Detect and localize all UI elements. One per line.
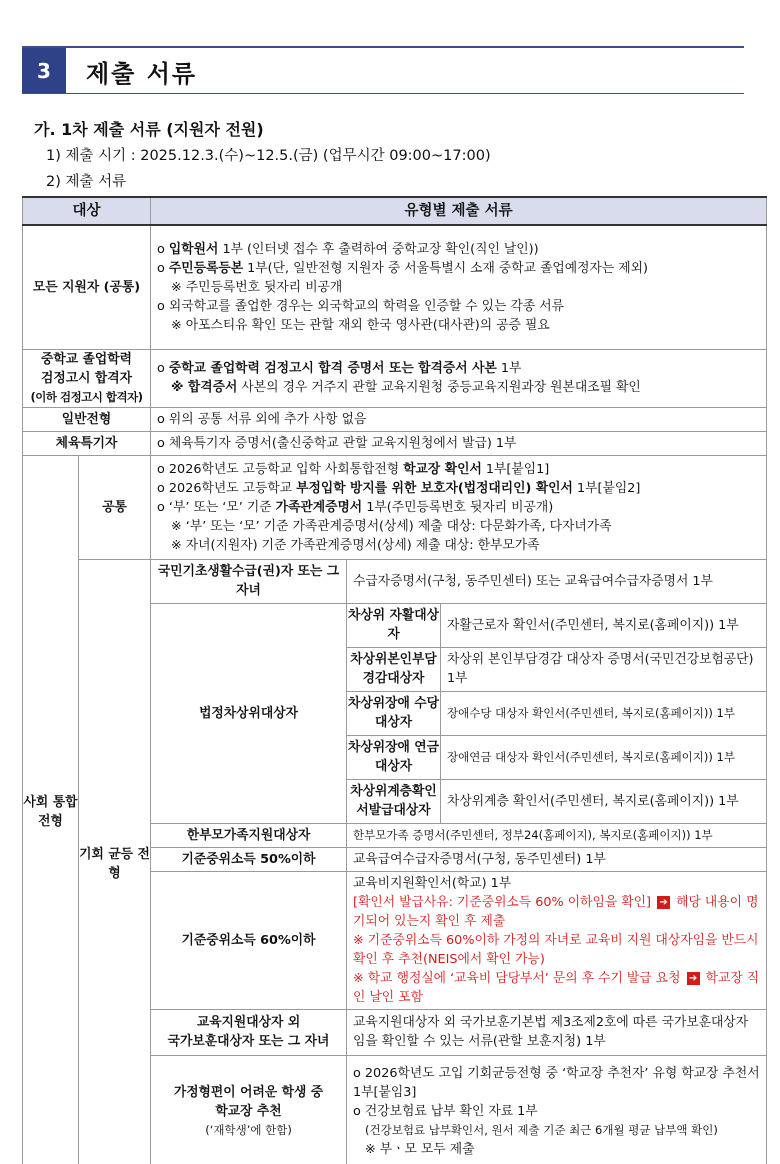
table-header-row	[23, 197, 767, 225]
label-veterans: 교육지원대상자 외 국가보훈대상자 또는 그 자녀	[151, 1009, 347, 1055]
row-docs-social-common: o 2026학년도 고등학교 입학 사회통합전형 학교장 확인서 1부[붙임1] o 2026학년도 고등학교 부정입학 방지를 위한 보호자(법정대리인) 확인서 1부[붙임2] o ‘부’ 또는 ‘모’ 기준 가족관계증명서 1부(주민등록번호 뒷자리 비공개) ※ ‘부’ 또는 ‘모’ 기준 가족관계증명서(상세) 제출 대상: 다문화가족, 다자녀가족 ※ 자녀(지원자) 기준 가족관계증명서(상세) 제출 대상: 한부모가족	[151, 455, 767, 559]
label-legal-1: 차상위본인부담경감대상자	[347, 647, 441, 691]
header-target: 대상	[23, 197, 151, 225]
label-income-60: 기준중위소득 60%이하	[151, 871, 347, 1009]
row-label-common: 모든 지원자 (공통)	[23, 225, 151, 349]
section-title: 제출 서류	[86, 60, 198, 88]
list-item-schedule: 1) 제출 시기 : 2025.12.3.(수)~12.5.(금) (업무시간 09:00~17:00)	[46, 148, 491, 164]
doc-income-60: 교육비지원확인서(학교) 1부 [확인서 발급사유: 기준중위소득 60% 이하임을 확인] ➔ 해당 내용이 명기되어 있는지 확인 후 제출 ※ 기준중위소득 60%이하 가정의 자녀로 교육비 지원 대상자임을 반드시 확인 후 추천(NEIS에서 확인 가능) ※ 학교 행정실에 ‘교육비 담당부서’ 문의 후 수기 발급 요청 ➔ 학교장 직인 날인 포함	[347, 871, 767, 1009]
row-docs-common: o 입학원서 1부 (인터넷 접수 후 출력하여 중학교장 확인(직인 날인)) o 주민등록등본 1부(단, 일반전형 지원자 중 서울특별시 소재 중학교 졸업예정자는 제외) ※ 주민등록번호 뒷자리 비공개 o 외국학교를 졸업한 경우는 외국학교의 학력을 인증할 수 있는 각종 서류 ※ 아포스티유 확인 또는 관할 재외 한국 영사관(대사관)의 공증 필요	[151, 225, 767, 349]
doc-veterans: 교육지원대상자 외 국가보훈기본법 제3조제2호에 따른 국가보훈대상자임을 확인할 수 있는 서류(관할 보훈지청) 1부	[347, 1009, 767, 1055]
doc-income-50: 교육급여수급자증명서(구청, 동주민센터) 1부	[347, 847, 767, 871]
doc-single-parent: 한부모가족 증명서(주민센터, 정부24(홈페이지), 복지로(홈페이지)) 1부	[347, 823, 767, 847]
row-label-social: 사회 통합 전형	[23, 455, 79, 1164]
table-row	[23, 407, 767, 431]
doc-legal-3: 장애연금 대상자 확인서(주민센터, 복지로(홈페이지)) 1부	[441, 735, 767, 779]
arrow-right-icon: ➔	[657, 896, 670, 909]
row-label-ged: 중학교 졸업학력 검정고시 합격자 (이하 검정고시 합격자)	[23, 349, 151, 407]
table-row	[23, 559, 767, 603]
header-bottom-rule	[22, 93, 744, 94]
arrow-right-icon: ➔	[687, 972, 700, 985]
row-label-sports: 체육특기자	[23, 431, 151, 455]
row-docs-ged: o 중학교 졸업학력 검정고시 합격 증명서 또는 합격증서 사본 1부 ※ 합격증서 사본의 경우 거주지 관할 교육지원청 중등교육지원과장 원본대조필 확인	[151, 349, 767, 407]
header-docs: 유형별 제출 서류	[151, 197, 767, 225]
label-legal-4: 차상위계층확인서발급대상자	[347, 779, 441, 823]
label-basic-livelihood: 국민기초생활수급(권)자 또는 그 자녀	[151, 559, 347, 603]
label-legal-0: 차상위 자활대상자	[347, 603, 441, 647]
section-number-badge: 3	[22, 48, 66, 94]
doc-legal-0: 자활근로자 확인서(주민센터, 복지로(홈페이지)) 1부	[441, 603, 767, 647]
doc-legal-1: 차상위 본인부담경감 대상자 증명서(국민건강보험공단) 1부	[441, 647, 767, 691]
label-income-50: 기준중위소득 50%이하	[151, 847, 347, 871]
label-legal-near-poverty: 법정차상위대상자	[151, 603, 347, 823]
table-row	[23, 225, 767, 349]
label-principal-recommend: 가정형편이 어려운 학생 중 학교장 추천 (‘재학생’에 한함)	[151, 1055, 347, 1164]
row-docs-general: o 위의 공통 서류 외에 추가 사항 없음	[151, 407, 767, 431]
header-top-rule	[22, 46, 744, 48]
doc-principal-recommend: o 2026학년도 고입 기회균등전형 중 ‘학교장 추천자’ 유형 학교장 추천서 1부[붙임3] o 건강보험료 납부 확인 자료 1부 (건강보험료 납부확인서, 원서 제출 기준 최근 6개월 평균 납부액 확인) ※ 부ㆍ모 모두 제출	[347, 1055, 767, 1164]
row-label-general: 일반전형	[23, 407, 151, 431]
table-row	[23, 349, 767, 407]
row-label-equity: 기회 균등 전형	[79, 559, 151, 1164]
documents-table	[22, 196, 767, 1164]
row-label-social-common: 공통	[79, 455, 151, 559]
doc-legal-4: 차상위계층 확인서(주민센터, 복지로(홈페이지)) 1부	[441, 779, 767, 823]
label-legal-3: 차상위장애 연금대상자	[347, 735, 441, 779]
table-row	[23, 431, 767, 455]
row-docs-sports: o 체육특기자 증명서(출신중학교 관할 교육지원청에서 발급) 1부	[151, 431, 767, 455]
list-item-documents: 2) 제출 서류	[46, 174, 127, 190]
table-row	[23, 455, 767, 559]
doc-basic-livelihood: 수급자증명서(구청, 동주민센터) 또는 교육급여수급자증명서 1부	[347, 559, 767, 603]
subsection-title: 가. 1차 제출 서류 (지원자 전원)	[34, 120, 264, 139]
label-legal-2: 차상위장애 수당대상자	[347, 691, 441, 735]
section-header	[22, 44, 744, 94]
doc-legal-2: 장애수당 대상자 확인서(주민센터, 복지로(홈페이지)) 1부	[441, 691, 767, 735]
label-single-parent: 한부모가족지원대상자	[151, 823, 347, 847]
